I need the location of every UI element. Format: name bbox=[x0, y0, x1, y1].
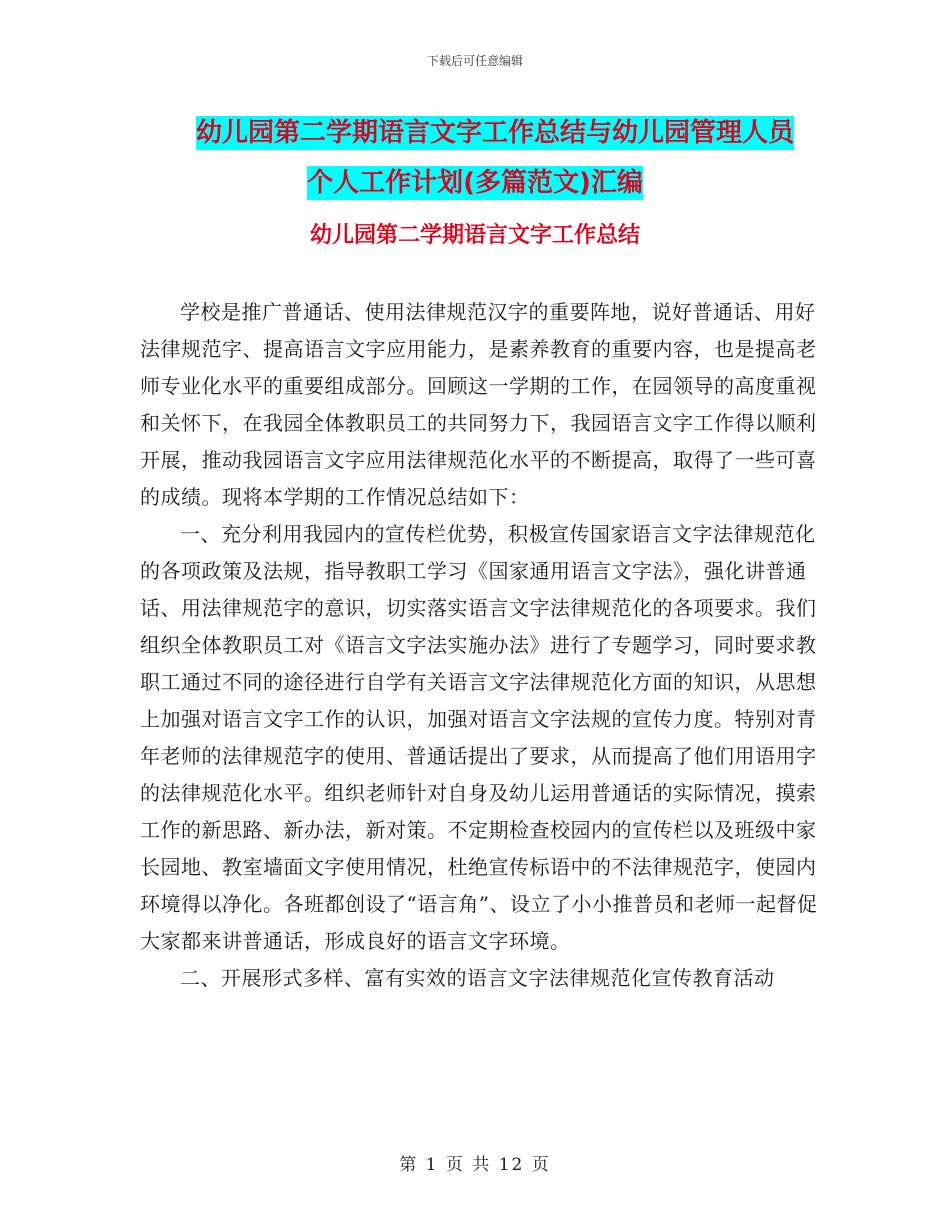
title-line-2-text: 个人工作计划(多篇范文)汇编 bbox=[307, 168, 643, 198]
paragraph-section-1: 一、充分利用我园内的宣传栏优势，积极宣传国家语言文字法律规范化的各项政策及法规，指导教职工学习《国家通用语言文字法》，强化讲普通话、用法律规范字的意识，切实落实语言文字法律规范化的各项要求。我们组织全体教职员工对《语言文字法实施办法》进行了专题学习，同时要求教职工通过不同的途径进行自学有关语言文字法律规范化方面的知识，从思想上加强对语言文字工作的认识，加强对语言文字法规的宣传力度。特别对青年老师的法律规范字的使用、普通话提出了要求，从而提高了他们用语用字的法律规范化水平。组织老师针对自身及幼儿运用普通话的实际情况，摸索工作的新思路、新办法，新对策。不定期检查校园内的宣传栏以及班级中家长园地、教室墙面文字使用情况，杜绝宣传标语中的不法律规范字，使园内环境得以净化。各班都创设了“语言角”、设立了小小推普员和老师一起督促大家都来讲普通话，形成良好的语言文字环境。 bbox=[140, 522, 818, 953]
title-line-1-text: 幼儿园第二学期语言文字工作总结与幼儿园管理人员 bbox=[195, 118, 794, 148]
document-body bbox=[140, 294, 820, 997]
paragraph-section-2-heading: 二、开展形式多样、富有实效的语言文字法律规范化宣传教育活动 bbox=[180, 966, 775, 990]
paragraph-intro: 学校是推广普通话、使用法律规范汉字的重要阵地，说好普通话、用好法律规范字、提高语言文字应用能力，是素养教育的重要内容，也是提高老师专业化水平的重要组成部分。回顾这一学期的工作，在园领导的高度重视和关怀下，在我园全体教职员工的共同努力下，我园语言文字工作得以顺利开展，推动我园语言文字应用法律规范化水平的不断提高，取得了一些可喜的成绩。现将本学期的工作情况总结如下： bbox=[140, 300, 817, 509]
page-footer: 第 1 页 共 12 页 bbox=[399, 1155, 551, 1175]
title-line-1 bbox=[0, 108, 950, 158]
section-title: 幼儿园第二学期语言文字工作总结 bbox=[309, 223, 640, 248]
title-line-2 bbox=[0, 158, 950, 208]
document-title bbox=[0, 108, 950, 208]
header-note: 下载后可任意编辑 bbox=[426, 54, 523, 68]
